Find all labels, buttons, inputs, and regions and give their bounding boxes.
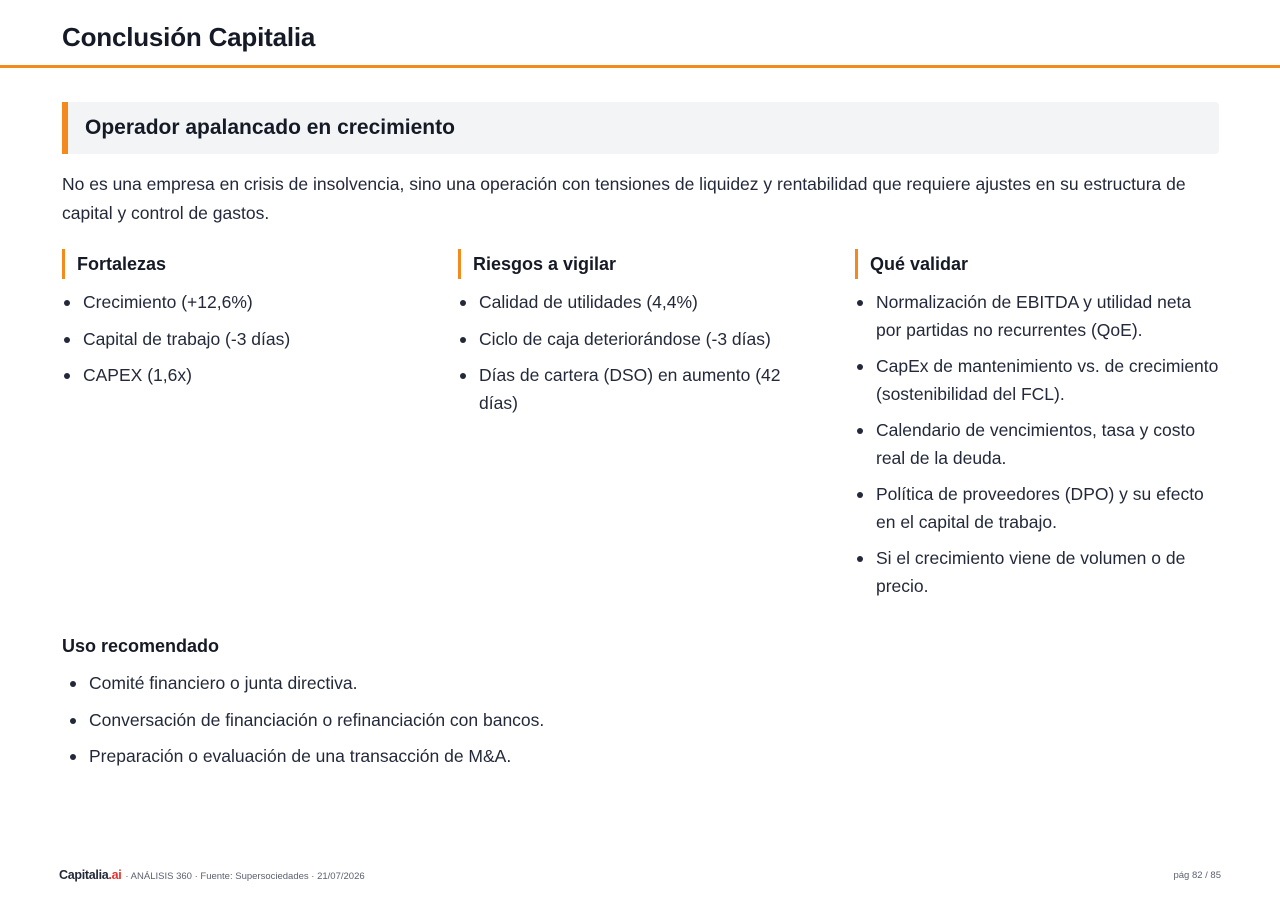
page-footer [59,868,1221,886]
page-title: Conclusión Capitalia [62,22,316,52]
banner-title: Operador apalancado en crecimiento [85,116,455,139]
list-item: Capital de trabajo (-3 días) [62,326,426,354]
brand-suffix: .ai [108,868,122,882]
risks-list [458,289,822,417]
intro-paragraph: No es una empresa en crisis de insolvencia, sino una operación con tensiones de liquidez y rentabilidad que requiere ajustes en su estructura de capital y control de gastos. [62,174,1186,223]
list-item: Crecimiento (+12,6%) [62,289,426,317]
footer-meta: · ANÁLISIS 360 · Fuente: Supersociedades · 21/07/2026 [125,871,365,882]
validate-list [855,289,1219,600]
list-item: Conversación de financiación o refinanciación con bancos. [62,707,862,734]
risks-column [458,249,822,426]
recommended-use-list [62,670,862,770]
strengths-heading: Fortalezas [62,249,426,279]
list-item: Preparación o evaluación de una transacción de M&A. [62,743,862,770]
page-header [0,0,1280,68]
list-item: Ciclo de caja deteriorándose (-3 días) [458,326,822,354]
list-item: Comité financiero o junta directiva. [62,670,862,697]
validate-heading: Qué validar [855,249,1219,279]
recommended-use-section [62,632,862,780]
strengths-list [62,289,426,390]
footer-left [59,868,365,882]
brand-name: Capitalia [59,868,109,882]
recommended-use-heading: Uso recomendado [62,636,220,656]
list-item: Si el crecimiento viene de volumen o de precio. [855,545,1219,600]
list-item: Días de cartera (DSO) en aumento (42 días) [458,362,822,417]
brand-logo [59,868,121,882]
page-number: pág 82 / 85 [1173,870,1221,881]
list-item: Política de proveedores (DPO) y su efecto en el capital de trabajo. [855,481,1219,536]
risks-heading: Riesgos a vigilar [458,249,822,279]
conclusion-banner [62,102,1219,154]
list-item: Calidad de utilidades (4,4%) [458,289,822,317]
list-item: Normalización de EBITDA y utilidad neta por partidas no recurrentes (QoE). [855,289,1219,344]
list-item: Calendario de vencimientos, tasa y costo real de la deuda. [855,417,1219,472]
list-item: CAPEX (1,6x) [62,362,426,390]
validate-column [855,249,1219,609]
strengths-column [62,249,426,399]
list-item: CapEx de mantenimiento vs. de crecimiento (sostenibilidad del FCL). [855,353,1219,408]
